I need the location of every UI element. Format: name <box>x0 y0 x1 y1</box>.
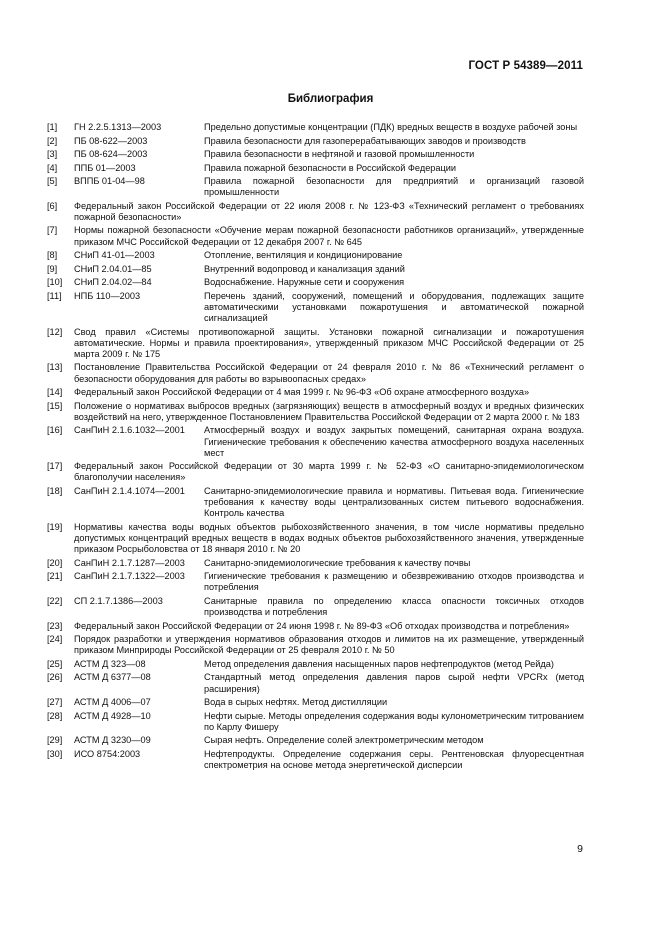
entry-text: Свод правил «Системы противопожарной защиты. Установки пожарной сигнализации и пожаротушения автоматические. Нормы и правила проектирования», утвержденный приказом МЧС Российской Федерации от 25 марта 2009 г. № 175 <box>74 326 584 359</box>
entry-text: Постановление Правительства Российской Федерации от 24 февраля 2010 г. № 86 «Технический регламент о безопасности оборудования для работы во взрывоопасных средах» <box>74 362 584 384</box>
entry-text: Правила пожарной безопасности в Российской Федерации <box>204 162 457 173</box>
bibliography-entry <box>47 634 584 656</box>
entry-code: ВППБ 01-04—98 <box>74 176 145 186</box>
bibliography-entry <box>47 225 584 247</box>
entry-code: СП 2.1.7.1386—2003 <box>74 595 163 606</box>
entry-text: Стандартный метод определения давления паров сырой нефти VPCRx (метод расширения) <box>204 672 584 694</box>
entry-code: АСТМ Д 4006—07 <box>74 697 151 708</box>
entry-code: ИСО 8754:2003 <box>74 748 141 759</box>
entry-number: [28] <box>47 710 63 721</box>
entry-text: Вода в сырых нефтях. Метод дистилляции <box>204 697 388 708</box>
entry-code: НПБ 110—2003 <box>74 290 141 301</box>
entry-number: [4] <box>47 162 58 173</box>
entry-text: Внутренний водопровод и канализация зданий <box>204 263 405 274</box>
entry-code: ГН 2.2.5.1313—2003 <box>74 122 162 132</box>
bibliography-entry <box>47 522 584 556</box>
entry-code: АСТМ Д 3230—09 <box>74 735 151 746</box>
bibliography-entry <box>47 697 584 708</box>
entry-text: Предельно допустимые концентрации (ПДК) вредных веществ в воздухе рабочей зоны <box>204 122 578 132</box>
entry-text: Перечень зданий, сооружений, помещений и оборудования, подлежащих защите автоматическими установками пожаротушения и автоматической пожарной сигнализацией <box>204 290 584 324</box>
bibliography-entry <box>47 250 584 261</box>
entry-code: ППБ 01—2003 <box>74 162 136 173</box>
bibliography-entry <box>47 122 584 133</box>
bibliography-entry <box>47 486 584 520</box>
entry-number: [21] <box>47 571 63 582</box>
entry-code: СНиП 2.04.02—84 <box>74 277 152 288</box>
entry-code: АСТМ Д 323—08 <box>74 658 146 669</box>
entry-number: [2] <box>47 135 58 146</box>
bibliography-entry <box>47 672 584 694</box>
entry-code: СанПиН 2.1.7.1322—2003 <box>74 571 185 582</box>
entry-text: Санитарно-эпидемиологические требования к качеству почвы <box>204 557 471 568</box>
bibliography-entry <box>47 264 584 275</box>
entry-number: [24] <box>47 634 63 645</box>
bibliography-entry <box>47 362 584 384</box>
entry-code: СНиП 2.04.01—85 <box>74 263 152 274</box>
entry-number: [15] <box>47 400 63 411</box>
entry-text: Положение о нормативах выбросов вредных (загрязняющих) веществ в атмосферный воздух и вредных физических воздействий на него, утвержденное Постановлением Правительства Российской Федерации от 2 марта 2000 г. № 183 <box>74 400 584 422</box>
entry-number: [8] <box>47 250 58 261</box>
entry-text: Правила безопасности для газоперерабатывающих заводов и производств <box>204 135 526 146</box>
entry-text: Санитарные правила по определению класса опасности токсичных отходов производства и потребления <box>204 595 584 618</box>
entry-code: АСТМ Д 6377—08 <box>74 672 151 683</box>
entry-text: Санитарно-эпидемиологические правила и нормативы. Питьевая вода. Гигиенические требования к качеству воды централизованных систем питьевого водоснабжения. Контроль качества <box>204 485 584 519</box>
entry-text: Метод определения давления насыщенных паров нефтепродуктов (метод Рейда) <box>204 658 554 669</box>
entry-number: [23] <box>47 620 63 631</box>
entry-code: СанПиН 2.1.6.1032—2001 <box>74 425 185 436</box>
entry-code: СанПиН 2.1.4.1074—2001 <box>74 485 185 496</box>
entry-number: [11] <box>47 290 62 301</box>
entry-code: СНиП 41-01—2003 <box>74 250 155 261</box>
entry-number: [20] <box>47 557 63 568</box>
bibliography-entry <box>47 327 584 361</box>
bibliography-entry <box>47 461 584 483</box>
entry-text: Нефтепродукты. Определение содержания серы. Рентгеновская флуоресцентная спектрометрия на основе метода энергетической дисперсии <box>204 748 584 770</box>
entry-text: Отопление, вентиляция и кондиционирование <box>204 250 403 261</box>
entry-number: [14] <box>47 387 63 398</box>
entry-text: Федеральный закон Российской Федерации от 30 марта 1999 г. № 52-ФЗ «О санитарно-эпидемиологическом благополучии населения» <box>74 461 584 483</box>
entry-number: [12] <box>47 326 63 337</box>
entry-number: [10] <box>47 277 63 288</box>
bibliography-entry <box>47 136 584 147</box>
entry-number: [22] <box>47 595 63 606</box>
entry-number: [5] <box>47 176 58 186</box>
bibliography-entry <box>47 387 584 398</box>
page-number: 9 <box>577 843 583 855</box>
entry-number: [18] <box>47 485 63 496</box>
entry-number: [25] <box>47 658 63 669</box>
document-code: ГОСТ Р 54389—2011 <box>468 60 583 72</box>
bibliography-entry <box>47 425 584 459</box>
bibliography-entry <box>47 291 584 325</box>
entry-number: [16] <box>47 425 63 436</box>
bibliography-entry <box>47 401 584 423</box>
entry-text: Правила пожарной безопасности для предприятий и организаций газовой промышленности <box>204 176 584 198</box>
bibliography-entry <box>47 176 584 198</box>
entry-text: Водоснабжение. Наружные сети и сооружения <box>204 277 405 288</box>
entry-number: [7] <box>47 225 58 236</box>
entry-number: [29] <box>47 735 63 746</box>
entry-text: Атмосферный воздух и воздух закрытых помещений, санитарная охрана воздуха. Гигиенические требования к обеспечению качества атмосферного воздуха населенных мест <box>204 425 584 458</box>
bibliography-entry <box>47 201 584 223</box>
entry-code: ПБ 08-624—2003 <box>74 149 148 159</box>
entry-number: [9] <box>47 263 58 274</box>
entry-code: СанПиН 2.1.7.1287—2003 <box>74 557 185 568</box>
entry-text: Федеральный закон Российской Федерации от 22 июля 2008 г. № 123-ФЗ «Технический регламент о требованиях пожарной безопасности» <box>74 200 584 222</box>
bibliography-entry <box>47 149 584 160</box>
bibliography-entry <box>47 558 584 569</box>
entry-text: Порядок разработки и утверждения нормативов образования отходов и лимитов на их размещение, утвержденный приказом Минприроды Российской Федерации от 25 февраля 2010 г. № 50 <box>74 634 584 656</box>
entry-text: Сырая нефть. Определение солей электрометрическим методом <box>204 735 484 746</box>
entry-number: [1] <box>47 122 58 132</box>
bibliography-entry <box>47 659 584 670</box>
bibliography-entry <box>47 163 584 174</box>
bibliography-entry <box>47 596 584 618</box>
bibliography-entry <box>47 711 584 733</box>
entry-text: Правила безопасности в нефтяной и газовой промышленности <box>204 149 475 159</box>
bibliography-list <box>47 122 584 773</box>
entry-number: [17] <box>47 461 63 472</box>
entry-number: [26] <box>47 672 63 683</box>
entry-text: Гигиенические требования к размещению и обезвреживанию отходов производства и потребления <box>204 571 584 593</box>
entry-number: [3] <box>47 149 58 159</box>
bibliography-entry <box>47 621 584 632</box>
entry-text: Нормы пожарной безопасности «Обучение мерам пожарной безопасности работников организаций», утвержденные приказом МЧС Российской Федерации от 12 декабря 2007 г. № 645 <box>74 225 584 247</box>
bibliography-entry <box>47 749 584 771</box>
bibliography-title: Библиография <box>287 93 374 105</box>
entry-text: Нормативы качества воды водных объектов рыбохозяйственного значения, в том числе нормативы предельно допустимых концентраций вредных веществ в водах водных объектов рыбохозяйственного значения, утвержденные приказом Росрыболовства от 18 января 2010 г. № 20 <box>74 521 584 555</box>
bibliography-entry <box>47 571 584 593</box>
bibliography-entry <box>47 277 584 288</box>
entry-number: [19] <box>47 521 63 532</box>
entry-code: АСТМ Д 4928—10 <box>74 710 151 721</box>
entry-text: Федеральный закон Российской Федерации от 4 мая 1999 г. № 96-ФЗ «Об охране атмосферного воздуха» <box>74 387 530 398</box>
entry-number: [27] <box>47 697 63 708</box>
entry-text: Федеральный закон Российской Федерации от 24 июня 1998 г. № 89-ФЗ «Об отходах производства и потребления» <box>74 620 570 631</box>
bibliography-entry <box>47 735 584 746</box>
entry-code: ПБ 08-622—2003 <box>74 135 148 146</box>
entry-number: [13] <box>47 362 63 373</box>
entry-text: Нефти сырые. Методы определения содержания воды кулонометрическим титрованием по Карлу Фишеру <box>204 710 584 732</box>
entry-number: [6] <box>47 200 58 211</box>
entry-number: [30] <box>47 748 63 759</box>
